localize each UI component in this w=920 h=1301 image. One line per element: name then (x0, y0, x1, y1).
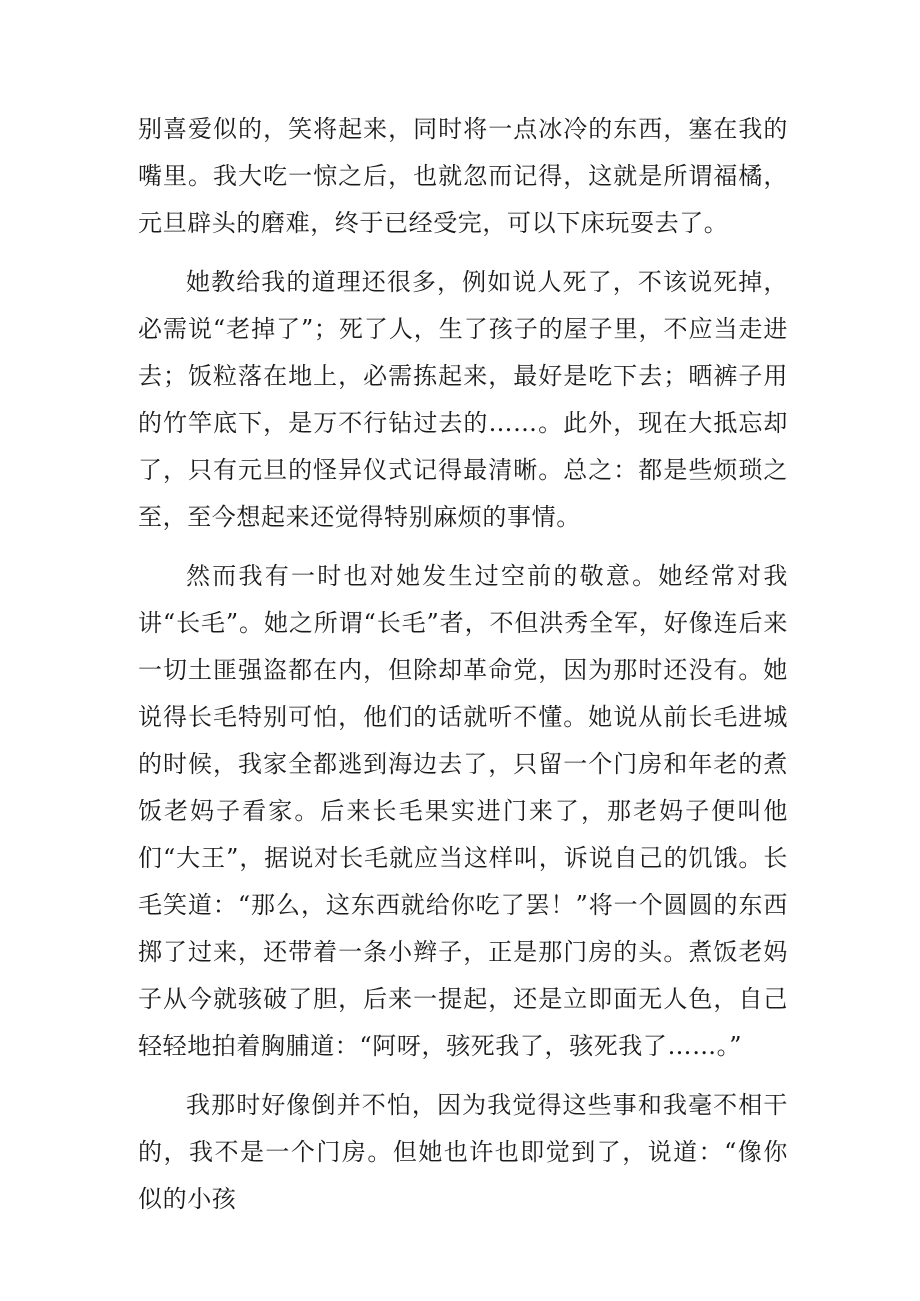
document-body (138, 106, 788, 1223)
paragraph-teachings: 她教给我的道理还很多，例如说人死了，不该说死掉，必需说“老掉了”；死了人，生了孩子的屋子里，不应当走进去；饭粒落在地上，必需拣起来，最好是吃下去；晒裤子用的竹竿底下，是万不行钻过去的……。此外，现在大抵忘却了，只有元旦的怪异仪式记得最清晰。总之：都是些烦琐之至，至今想起来还觉得特别麻烦的事情。 (138, 268, 788, 531)
paragraph-continued: 别喜爱似的，笑将起来，同时将一点冰冷的东西，塞在我的嘴里。我大吃一惊之后，也就忽而记得，这就是所谓福橘，元旦辟头的磨难，终于已经受完，可以下床玩耍去了。 (138, 115, 788, 237)
paragraph-long-hair: 然而我有一时也对她发生过空前的敬意。她经常对我讲“长毛”。她之所谓“长毛”者，不但洪秀全军，好像连后来一切土匪强盗都在内，但除却革命党，因为那时还没有。她说得长毛特别可怕，他们的话就听不懂。她说从前长毛进城的时候，我家全都逃到海边去了，只留一个门房和年老的煮饭老妈子看家。后来长毛果实进门来了，那老妈子便叫他们“大王”，据说对长毛就应当这样叫，诉说自己的饥饿。长毛笑道：“那么，这东西就给你吃了罢！”将一个圆圆的东西掷了过来，还带着一条小辫子，正是那门房的头。煮饭老妈子从今就骇破了胆，后来一提起，还是立即面无人色，自己轻轻地拍着胸脯道：“阿呀，骇死我了，骇死我了……。” (138, 562, 788, 1060)
paragraph-not-afraid: 我那时好像倒并不怕，因为我觉得这些事和我毫不相干的，我不是一个门房。但她也许也即觉到了，说道：“像你似的小孩 (138, 1091, 788, 1213)
